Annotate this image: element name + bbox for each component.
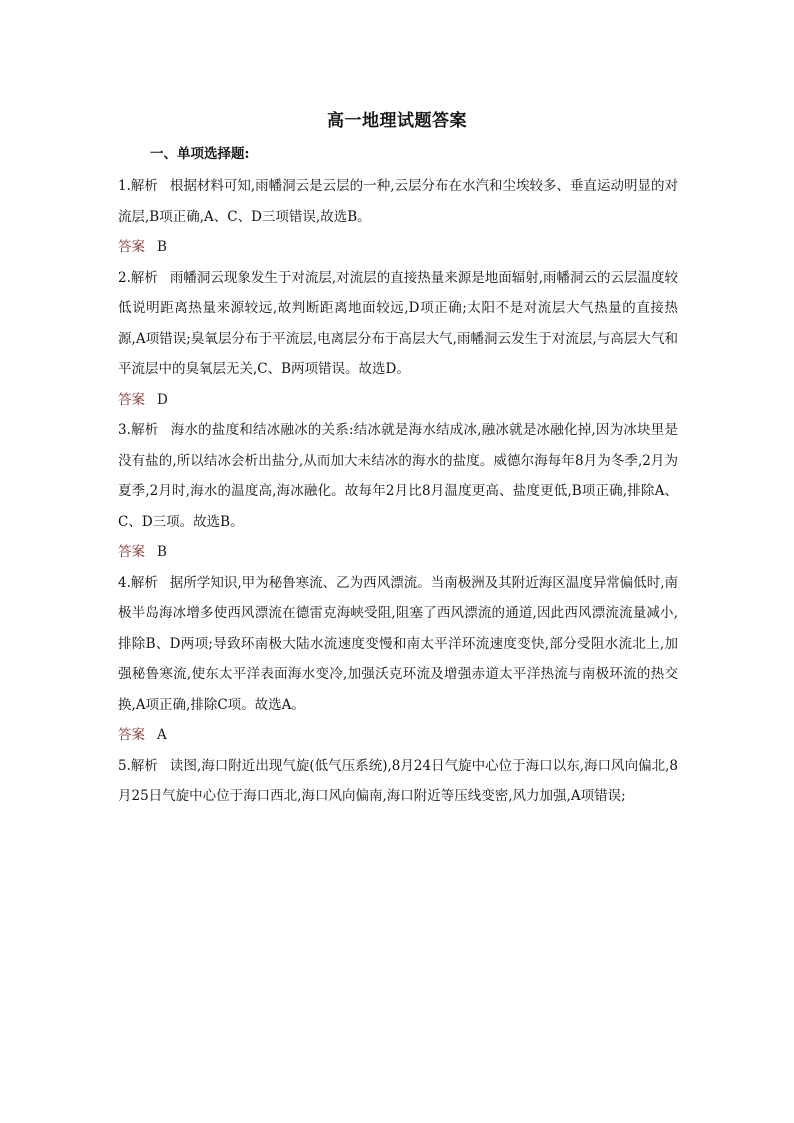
item-5-number: 5.解析 (118, 757, 158, 774)
item-4-analysis (118, 568, 678, 721)
item-5-text: 读图,海口附近出现气旋(低气压系统),8月24日气旋中心位于海口以东,海口风向偏北,8月25日气旋中心位于海口西北,海口风向偏南,海口附近等压线变密,风力加强,A项错误; (118, 757, 678, 804)
item-4-number: 4.解析 (118, 574, 158, 591)
item-2-number: 2.解析 (118, 269, 158, 286)
item-1-answer (118, 232, 678, 263)
item-2-analysis (118, 263, 678, 385)
item-1-text: 根据材料可知,雨幡洞云是云层的一种,云层分布在水汽和尘埃较多、垂直运动明显的对流层,B项正确,A、C、D三项错误,故选B。 (118, 178, 678, 225)
item-4-answer (118, 720, 678, 751)
answer-list (118, 171, 678, 812)
item-2-text: 雨幡洞云现象发生于对流层,对流层的直接热量来源是地面辐射,雨幡洞云的云层温度较低说明距离热量来源较远,故判断距离地面较远,D项正确;太阳不是对流层大气热量的直接热源,A项错误;臭氧层分布于平流层,电离层分布于高层大气,雨幡洞云发生于对流层,与高层大气和平流层中的臭氧层无关,C、B两项错误。故选D。 (118, 269, 678, 377)
answer-value: A (157, 727, 167, 743)
answer-label: 答案 (118, 391, 145, 408)
item-3-analysis (118, 415, 678, 537)
item-1-analysis (118, 171, 678, 232)
answer-value: B (157, 239, 167, 255)
answer-value: D (157, 391, 168, 408)
answer-label: 答案 (118, 727, 145, 743)
document-title: 高一地理试题答案 (327, 111, 467, 131)
answer-label: 答案 (118, 239, 145, 255)
item-1-number: 1.解析 (118, 178, 158, 194)
answer-label: 答案 (118, 544, 145, 560)
section-heading: 一、单项选择题: (150, 146, 250, 162)
item-3-number: 3.解析 (118, 422, 159, 438)
item-3-text: 海水的盐度和结冰融冰的关系:结冰就是海水结成冰,融冰就是冰融化掉,因为冰块里是没有盐的,所以结冰会析出盐分,从而加大未结冰的海水的盐度。威德尔海每年8月为冬季,2月为夏季,2月时,海水的温度高,海冰融化。故每年2月比8月温度更高、盐度更低,B项正确,排除A、C、D三项。故选B。 (118, 422, 678, 530)
item-2-answer (118, 385, 678, 416)
answer-value: B (157, 544, 167, 560)
item-3-answer (118, 537, 678, 568)
item-5-analysis (118, 751, 678, 812)
item-4-text: 据所学知识,甲为秘鲁寒流、乙为西风漂流。当南极洲及其附近海区温度异常偏低时,南极半岛海冰增多使西风漂流在德雷克海峡受阻,阻塞了西风漂流的通道,因此西风漂流流量减小,排除B、D两项;导致环南极大陆水流速度变慢和南太平洋环流速度变快,部分受阻水流北上,加强秘鲁寒流,使东太平洋表面海水变冷,加强沃克环流及增强赤道太平洋热流与南极环流的热交换,A项正确,排除C项。故选A。 (118, 574, 678, 713)
